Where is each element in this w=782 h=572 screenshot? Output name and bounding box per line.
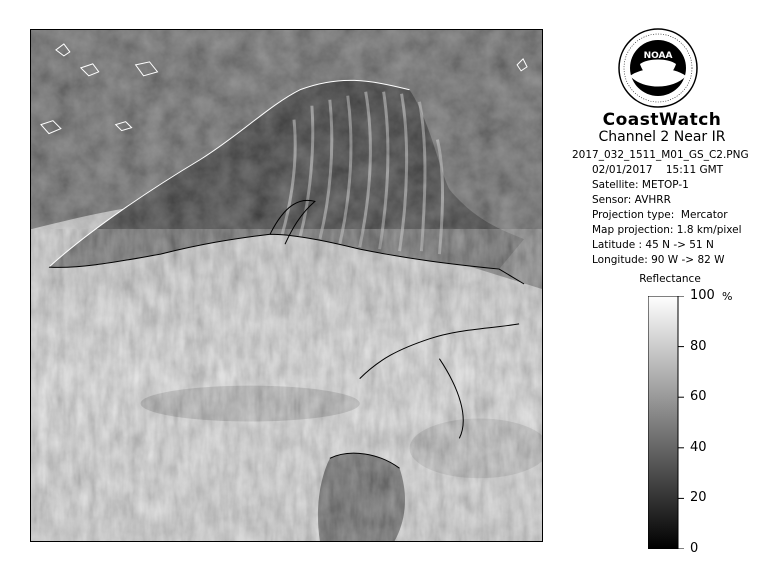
colorbar-tick-label: 100 xyxy=(690,288,715,303)
longitude-label: Longitude: 90 W -> 82 W xyxy=(592,254,725,266)
colorbar-tick-label: 0 xyxy=(690,541,699,556)
colorbar-unit: % xyxy=(722,290,733,303)
logo-text: NOAA xyxy=(643,51,673,61)
colorbar xyxy=(648,296,684,549)
satellite-label: Satellite: METOP-1 xyxy=(592,179,689,191)
product-title: CoastWatch xyxy=(602,110,722,130)
latitude-label: Latitude : 45 N -> 51 N xyxy=(592,239,714,251)
sensor-label: Sensor: AVHRR xyxy=(592,194,671,206)
projection-type-label: Projection type: Mercator xyxy=(592,209,728,221)
colorbar-tick-label: 80 xyxy=(690,338,707,354)
map-projection-label: Map projection: 1.8 km/pixel xyxy=(592,224,742,236)
colorbar-tick-label: 60 xyxy=(690,389,707,405)
colorbar-title: Reflectance xyxy=(639,273,701,285)
filename: 2017_032_1511_M01_GS_C2.PNG xyxy=(572,149,749,161)
colorbar-tick-marks xyxy=(678,296,684,549)
colorbar-tick-label: 40 xyxy=(690,439,707,455)
satellite-image xyxy=(30,29,543,542)
colorbar-tick-label: 20 xyxy=(690,490,707,506)
channel-subtitle: Channel 2 Near IR xyxy=(598,129,726,145)
datetime: 02/01/2017 15:11 GMT xyxy=(592,164,724,176)
noaa-logo xyxy=(618,28,698,108)
